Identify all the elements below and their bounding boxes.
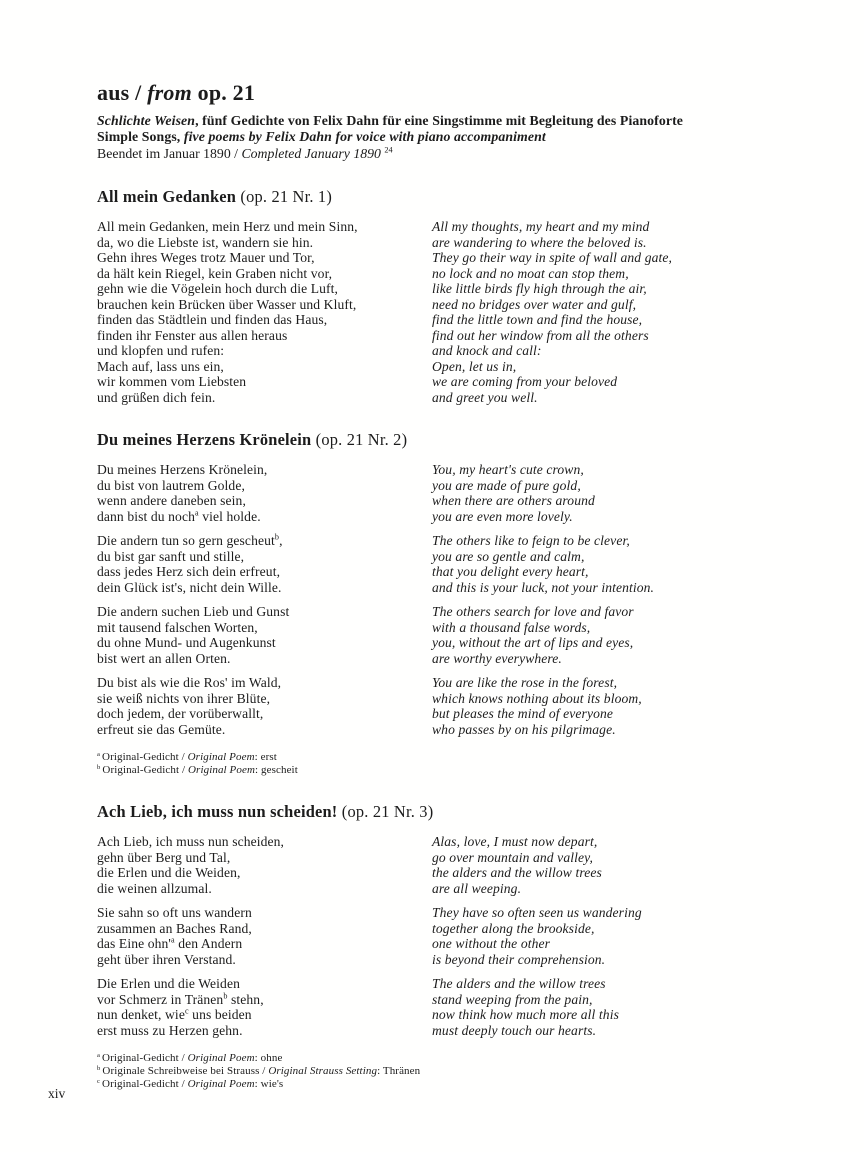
verse-line: dass jedes Herz sich dein erfreut, — [97, 564, 281, 580]
verse-line: the alders and the willow trees — [432, 865, 602, 881]
english-verse — [432, 462, 774, 524]
verse-line: They have so often seen us wandering — [432, 905, 642, 921]
footnote-line: $^a$ Original-Gedicht / Original Poem: erst — [97, 750, 277, 764]
verse-line: geht über ihren Verstand. — [97, 951, 236, 967]
verse-line: you are made of pure gold, — [432, 477, 581, 493]
verse-line: da, wo die Liebste ist, wandern sie hin. — [97, 234, 314, 250]
verse-line: and greet you well. — [432, 389, 538, 405]
opus-header — [97, 80, 774, 162]
verse-line: du bist gar sanft und stille, — [97, 548, 245, 564]
verse-line: und grüßen dich fein. — [97, 389, 216, 405]
verse-line: The alders and the willow trees — [432, 976, 606, 992]
english-verse — [432, 834, 774, 896]
footnote-line: $^c$ Original-Gedicht / Original Poem: wie's — [97, 1077, 284, 1091]
footnotes — [97, 751, 774, 777]
verse-line: Ach Lieb, ich muss nun scheiden, — [97, 834, 285, 850]
verse-line: The others search for love and favor — [432, 604, 634, 620]
verse-line: one without the other — [432, 936, 551, 952]
verse-line: finden ihr Fenster aus allen heraus — [97, 327, 288, 343]
german-verse — [97, 675, 432, 737]
opus-title: aus / from op. 21 — [97, 80, 256, 105]
german-verse — [97, 533, 432, 595]
verse-line: wir kommen vom Liebsten — [97, 374, 247, 390]
verse-line: bist wert an allen Orten. — [97, 650, 231, 666]
verse-line: They go their way in spite of wall and gate, — [432, 250, 673, 266]
stanza-row — [97, 219, 774, 405]
verse-line: like little birds fly high through the air, — [432, 281, 647, 297]
verse-line: are wandering to where the beloved is. — [432, 234, 647, 250]
verse-line: Die andern suchen Lieb und Gunst — [97, 604, 290, 620]
verse-line: die Erlen und die Weiden, — [97, 865, 241, 881]
verse-line: are worthy everywhere. — [432, 650, 562, 666]
stanza-row — [97, 976, 774, 1038]
verse-line: Du meines Herzens Krönelein, — [97, 462, 268, 478]
english-verse — [432, 976, 774, 1038]
verse-line: you are so gentle and calm, — [432, 548, 585, 564]
verse-line: we are coming from your beloved — [432, 374, 618, 390]
verse-line: The others like to feign to be clever, — [432, 533, 630, 549]
footnotes — [97, 1052, 774, 1091]
verse-line: stand weeping from the pain, — [432, 991, 593, 1007]
footnote-line: $^b$ Original-Gedicht / Original Poem: gescheit — [97, 763, 298, 777]
verse-line: find out her window from all the others — [432, 327, 649, 343]
verse-line: Du bist als wie die Ros' im Wald, — [97, 675, 282, 691]
german-verse — [97, 604, 432, 666]
verse-line: and this is your luck, not your intention. — [432, 579, 655, 595]
stanza-row — [97, 905, 774, 967]
verse-line: Die andern tun so gern gescheut$^b$, — [97, 532, 283, 549]
verse-line: du bist von lautrem Golde, — [97, 477, 245, 493]
verse-line: du ohne Mund- und Augenkunst — [97, 635, 276, 651]
stanza-row — [97, 533, 774, 595]
english-verse — [432, 533, 774, 595]
english-verse — [432, 905, 774, 967]
verse-line: who passes by on his pilgrimage. — [432, 721, 616, 737]
verse-line: Open, let us in, — [432, 358, 517, 374]
verse-line: Sie sahn so oft uns wandern — [97, 905, 252, 921]
songs-container — [97, 187, 774, 1091]
verse-line: finden das Städtlein und finden das Haus, — [97, 312, 328, 328]
song-heading: All mein Gedanken (op. 21 Nr. 1) — [97, 187, 332, 207]
english-verse — [432, 604, 774, 666]
verse-line: need no bridges over water and gulf, — [432, 296, 637, 312]
verse-line: die weinen allzumal. — [97, 880, 212, 896]
english-verse — [432, 219, 774, 405]
verse-line: find the little town and find the house, — [432, 312, 643, 328]
verse-line: with a thousand false words, — [432, 619, 591, 635]
verse-line: dann bist du noch$^a$ viel holde. — [97, 508, 261, 524]
verse-line: you are even more lovely. — [432, 508, 573, 524]
verse-line: must deeply touch our hearts. — [432, 1022, 597, 1038]
verse-line: wenn andere daneben sein, — [97, 493, 246, 509]
verse-line: that you delight every heart, — [432, 564, 589, 580]
german-verse — [97, 905, 432, 967]
song-heading: Du meines Herzens Krönelein (op. 21 Nr. 2) — [97, 430, 408, 450]
verse-line: zusammen an Baches Rand, — [97, 920, 252, 936]
verse-line: together along the brookside, — [432, 920, 595, 936]
verse-line: Gehn ihres Weges trotz Mauer und Tor, — [97, 250, 315, 266]
german-verse — [97, 976, 432, 1038]
song-section — [97, 187, 774, 405]
german-verse — [97, 462, 432, 524]
completion-date: Beendet im Januar 1890 / Completed January 1890 $^{24}$ — [97, 145, 393, 161]
verse-line: but pleases the mind of everyone — [432, 706, 614, 722]
footnote-line: $^a$ Original-Gedicht / Original Poem: ohne — [97, 1051, 283, 1065]
verse-line: when there are others around — [432, 493, 595, 509]
subtitle-german: Schlichte Weisen, fünf Gedichte von Felix Dahn für eine Singstimme mit Begleitung des Pianoforte — [97, 113, 683, 128]
verse-line: is beyond their comprehension. — [432, 951, 606, 967]
subtitle-english: Simple Songs, five poems by Felix Dahn for voice with piano accompaniment — [97, 129, 546, 145]
verse-line: which knows nothing about its bloom, — [432, 690, 642, 706]
verse-line: erfreut sie das Gemüte. — [97, 721, 226, 737]
verse-line: now think how much more all this — [432, 1007, 619, 1023]
german-verse — [97, 834, 432, 896]
verse-line: Die Erlen und die Weiden — [97, 976, 240, 992]
verse-line: das Eine $ohn'^a$ den Andern — [97, 935, 243, 952]
verse-line: You, my heart's cute crown, — [432, 462, 584, 478]
verse-line: gehn über Berg und Tal, — [97, 849, 231, 865]
german-verse — [97, 219, 432, 405]
verse-line: brauchen kein Brücken über Wasser und Kluft, — [97, 296, 357, 312]
stanza-row — [97, 675, 774, 737]
stanza-row — [97, 604, 774, 666]
verse-line: erst muss zu Herzen gehn. — [97, 1022, 243, 1038]
song-section — [97, 802, 774, 1091]
song-heading: Ach Lieb, ich muss nun scheiden! (op. 21 Nr. 3) — [97, 802, 434, 822]
verse-line: Alas, love, I must now depart, — [432, 834, 598, 850]
verse-line: Mach auf, lass uns ein, — [97, 358, 224, 374]
verse-line: vor Schmerz in Tränen$^b$ stehn, — [97, 991, 264, 1007]
stanza-row — [97, 834, 774, 896]
verse-line: sie weiß nichts von ihrer Blüte, — [97, 690, 271, 706]
verse-line: da hält kein Riegel, kein Graben nicht vor, — [97, 265, 333, 281]
verse-line: nun denket, wie$^c$ uns beiden — [97, 1006, 252, 1023]
verse-line: gehn wie die Vögelein hoch durch die Luft, — [97, 281, 339, 297]
verse-line: All my thoughts, my heart and my mind — [432, 219, 650, 235]
stanza-row — [97, 462, 774, 524]
english-verse — [432, 675, 774, 737]
verse-line: und klopfen und rufen: — [97, 343, 225, 359]
page-number: xiv — [48, 1086, 66, 1101]
verse-line: no lock and no moat can stop them, — [432, 265, 629, 281]
verse-line: All mein Gedanken, mein Herz und mein Sinn, — [97, 219, 358, 235]
verse-line: and knock and call: — [432, 343, 542, 359]
verse-line: You are like the rose in the forest, — [432, 675, 618, 691]
verse-line: doch jedem, der vorüberwallt, — [97, 706, 264, 722]
verse-line: you, without the art of lips and eyes, — [432, 635, 634, 651]
footnote-line: $^b$ Originale Schreibweise bei Strauss / Original Strauss Setting: Thränen — [97, 1064, 421, 1078]
verse-line: mit tausend falschen Worten, — [97, 619, 258, 635]
song-section — [97, 430, 774, 777]
verse-line: are all weeping. — [432, 880, 522, 896]
verse-line: go over mountain and valley, — [432, 849, 593, 865]
verse-line: dein Glück ist's, nicht dein Wille. — [97, 579, 282, 595]
